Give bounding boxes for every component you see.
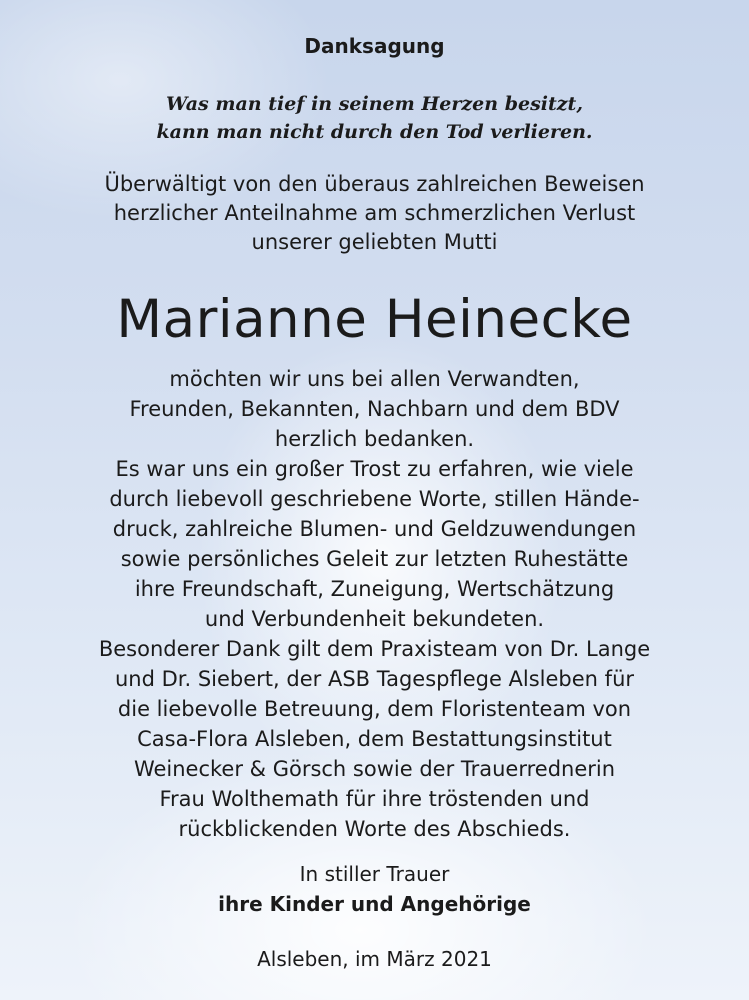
body-line: Freunden, Bekannten, Nachbarn und dem BDV xyxy=(129,397,620,421)
notice-heading: Danksagung xyxy=(304,34,445,58)
motto-line: kann man nicht durch den Tod verlieren. xyxy=(156,121,593,143)
body-line: die liebevolle Betreuung, dem Floristenteam von xyxy=(117,697,632,721)
body-text xyxy=(0,364,749,844)
intro-line: unserer geliebten Mutti xyxy=(251,230,498,254)
intro-text xyxy=(0,170,749,257)
motto-line: Was man tief in seinem Herzen besitzt, xyxy=(166,93,583,115)
body-line: ihre Freundschaft, Zuneigung, Wertschätzung xyxy=(134,577,615,601)
signature: ihre Kinder und Angehörige xyxy=(218,892,531,916)
body-line: Casa-Flora Alsleben, dem Bestattungsinstitut xyxy=(137,727,612,751)
intro-line: herzlicher Anteilnahme am schmerzlichen Verlust xyxy=(113,201,636,225)
body-line: möchten wir uns bei allen Verwandten, xyxy=(169,367,580,391)
body-line: sowie persönliches Geleit zur letzten Ruhestätte xyxy=(120,547,629,571)
signature-intro: In stiller Trauer xyxy=(299,862,450,886)
motto-quote xyxy=(0,90,749,146)
body-line: und Verbundenheit bekundeten. xyxy=(204,607,545,631)
intro-line: Überwältigt von den überaus zahlreichen Beweisen xyxy=(104,172,645,196)
body-line: Besonderer Dank gilt dem Praxisteam von Dr. Lange xyxy=(98,637,651,661)
body-line: und Dr. Siebert, der ASB Tagespflege Alsleben für xyxy=(114,667,635,691)
body-line: Frau Wolthemath für ihre tröstenden und xyxy=(159,787,590,811)
deceased-name: Marianne Heinecke xyxy=(116,289,633,350)
place-date: Alsleben, im März 2021 xyxy=(257,947,492,971)
body-line: rückblickenden Worte des Abschieds. xyxy=(178,817,571,841)
body-line: druck, zahlreiche Blumen- und Geldzuwendungen xyxy=(112,517,637,541)
body-line: durch liebevoll geschriebene Worte, stillen Hände- xyxy=(109,487,640,511)
body-line: Es war uns ein großer Trost zu erfahren, wie viele xyxy=(115,457,634,481)
body-line: herzlich bedanken. xyxy=(274,427,475,451)
body-line: Weinecker & Görsch sowie der Trauerrednerin xyxy=(133,757,616,781)
